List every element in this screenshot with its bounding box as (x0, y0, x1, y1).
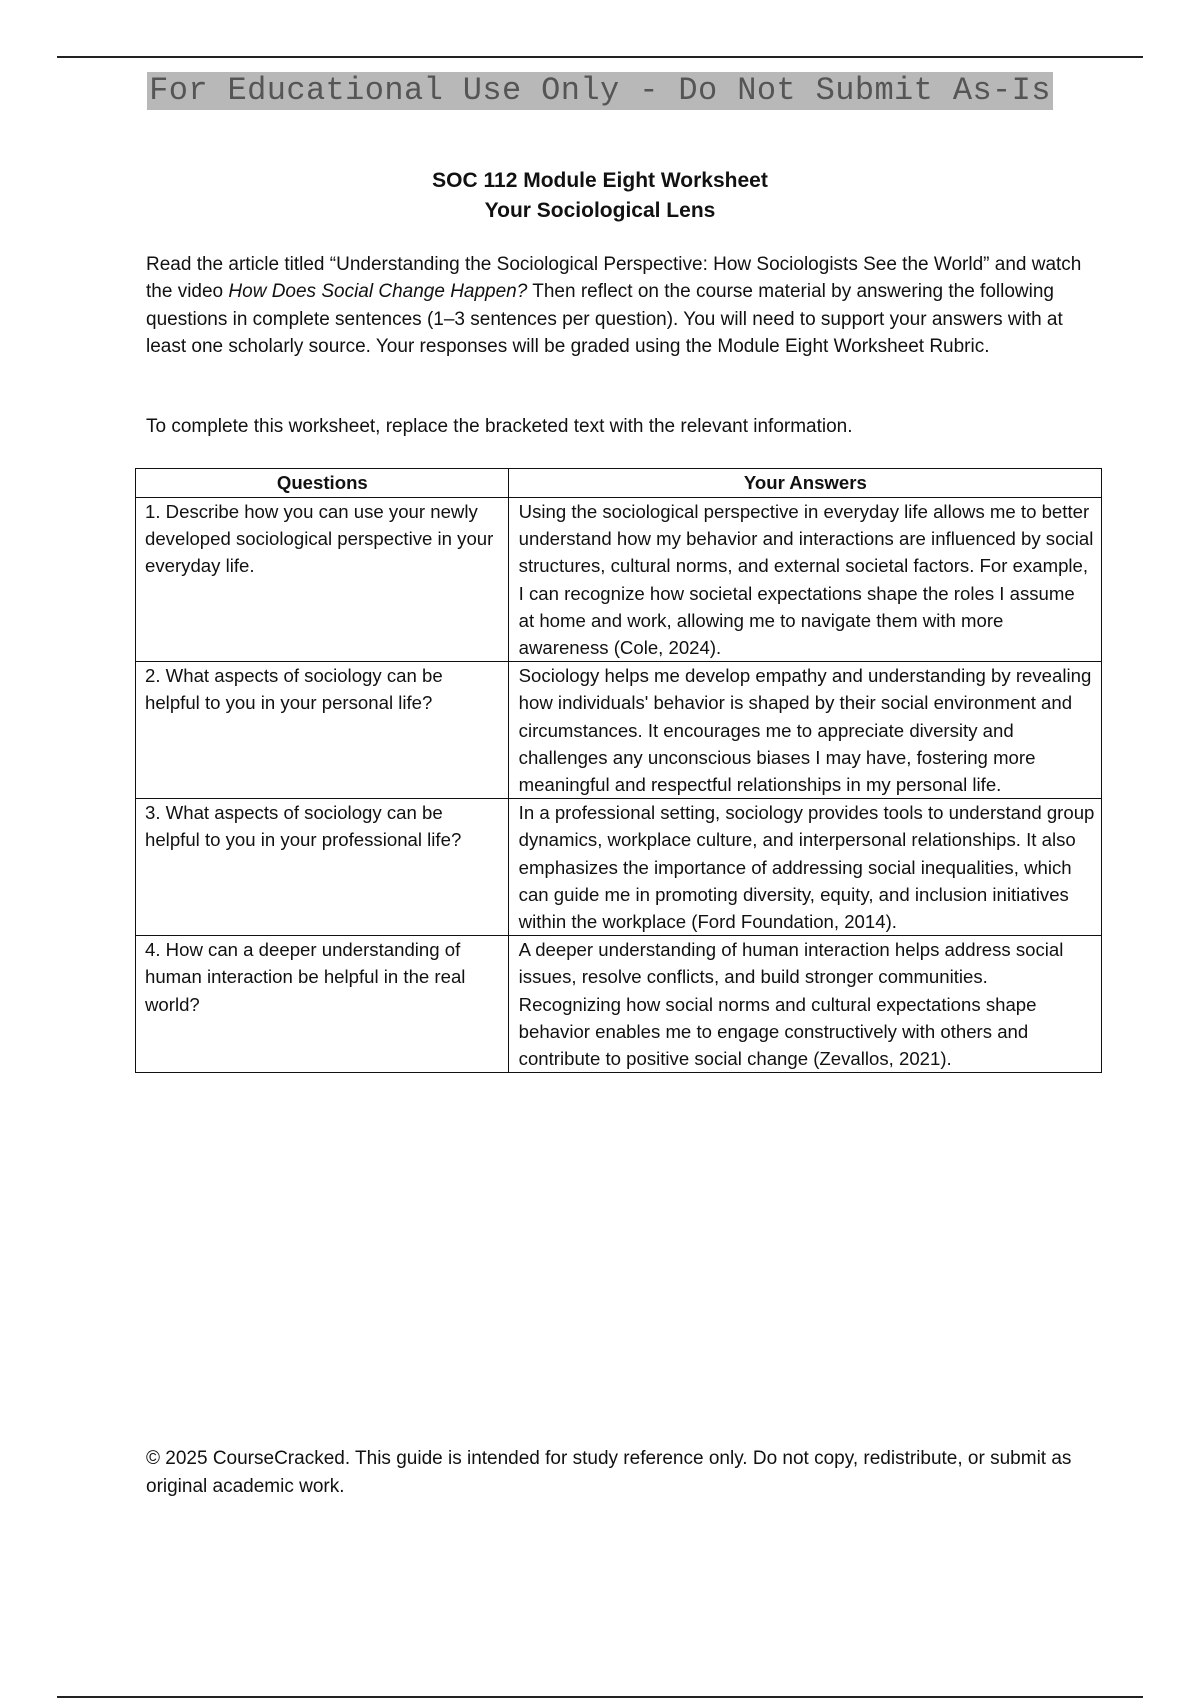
question-cell: 1. Describe how you can use your newly developed sociological perspective in your everyday life. (136, 498, 509, 662)
question-cell: 3. What aspects of sociology can be helpful to you in your professional life? (136, 799, 509, 936)
table-row (136, 936, 1102, 1073)
watermark-banner (0, 72, 1200, 110)
answer-cell: In a professional setting, sociology provides tools to understand group dynamics, workplace culture, and interpersonal relationships. It also emphasizes the importance of addressing social inequalities, which can guide me in promoting diversity, equity, and inclusion initiatives within the workplace (Ford Foundation, 2014). (508, 799, 1101, 936)
table-row (136, 662, 1102, 799)
worksheet-table (135, 468, 1102, 1073)
document-heading (0, 166, 1200, 226)
intro-text-part2: Then reflect on the course material by answering the following questions in complete sentences (1–3 sentences per question). You will need to support your answers with at least one scholarly source. Your responses will be graded using the Module Eight Worksheet Rubric. (146, 281, 1063, 358)
table-row (136, 498, 1102, 662)
instructions-paragraph: To complete this worksheet, replace the bracketed text with the relevant information. (146, 416, 853, 437)
table-header-row (136, 469, 1102, 498)
intro-text-part1: Read the article titled “Understanding the Sociological Perspective: How Sociologists See the World” and watch the video (146, 254, 1082, 303)
answer-cell: Using the sociological perspective in everyday life allows me to better understand how my behavior and interactions are influenced by social structures, cultural norms, and external societal factors. For example, I can recognize how societal expectations shape the roles I assume at home and work, allowing me to navigate them with more awareness (Cole, 2024). (508, 498, 1101, 662)
questions-header: Questions (136, 469, 509, 498)
document-title: SOC 112 Module Eight Worksheet (432, 169, 768, 192)
table-row (136, 799, 1102, 936)
question-cell: 4. How can a deeper understanding of human interaction be helpful in the real world? (136, 936, 509, 1073)
video-title: How Does Social Change Happen? (228, 281, 528, 303)
answers-header: Your Answers (508, 469, 1101, 498)
banner-text: For Educational Use Only - Do Not Submit As-Is (149, 72, 1051, 109)
copyright-notice: © 2025 CourseCracked. This guide is intended for study reference only. Do not copy, redistribute, or submit as original academic work. (146, 1448, 1072, 1497)
intro-paragraph (146, 251, 1096, 361)
answer-cell: A deeper understanding of human interaction helps address social issues, resolve conflicts, and build stronger communities. Recognizing how social norms and cultural expectations shape behavior enables me to engage constructively with others and contribute to positive social change (Zevallos, 2021). (508, 936, 1101, 1073)
question-cell: 2. What aspects of sociology can be helpful to you in your personal life? (136, 662, 509, 799)
document-subtitle: Your Sociological Lens (484, 199, 716, 222)
bottom-rule (57, 1696, 1143, 1698)
answer-cell: Sociology helps me develop empathy and understanding by revealing how individuals' behavior is shaped by their social environment and circumstances. It encourages me to appreciate diversity and challenges any unconscious biases I may have, fostering more meaningful and respectful relationships in my personal life. (508, 662, 1101, 799)
top-rule (57, 56, 1143, 58)
